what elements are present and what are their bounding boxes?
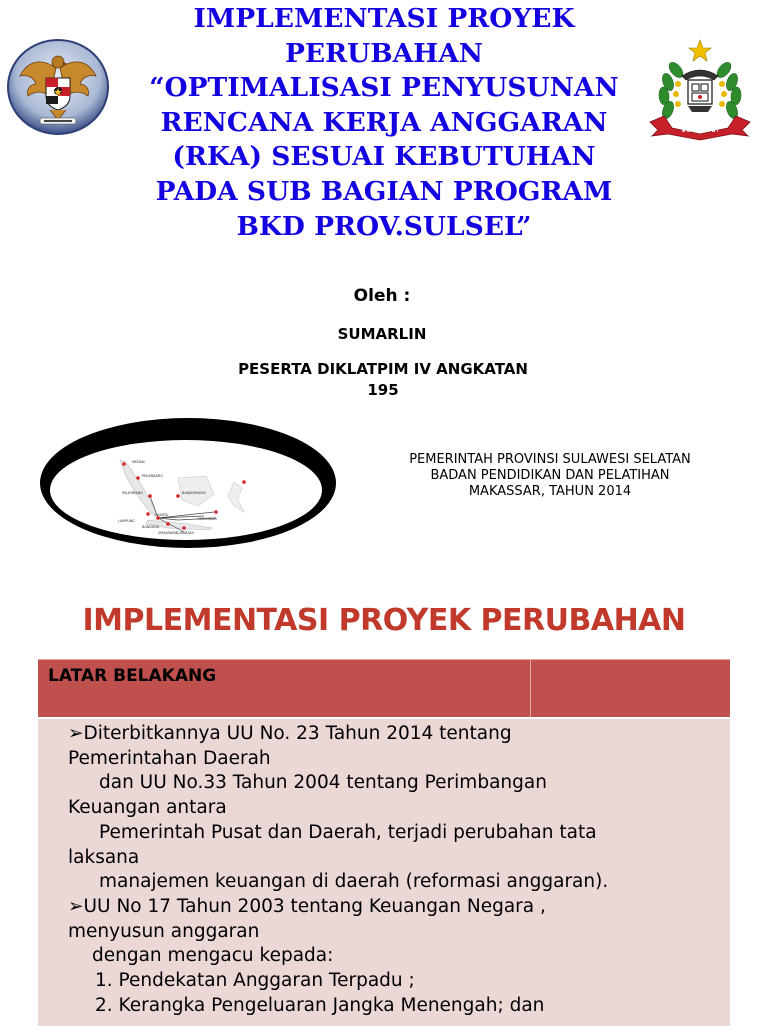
title-line: BKD PROV.SULSEL”: [236, 210, 532, 242]
body-line: dengan mengacu kepada:: [92, 945, 334, 967]
garuda-emblem-logo: [6, 38, 110, 136]
slide1-title: [120, 2, 648, 244]
map-label-bandung: BANDUNG: [142, 525, 160, 529]
body-line: manajemen keuangan di daerah (reformasi anggaran).: [99, 871, 609, 893]
map-label-lampung: LAMPUNG: [118, 519, 135, 523]
table-header-label: LATAR BELAKANG: [48, 666, 217, 686]
institution-block: [358, 452, 742, 500]
body-line: dan UU No.33 Tahun 2004 tentang Perimbangan: [99, 772, 547, 794]
title-line: IMPLEMENTASI PROYEK: [193, 3, 575, 34]
provincial-crest-logo: [648, 38, 752, 142]
institution-line: BADAN PENDIDIKAN DAN PELATIHAN: [430, 468, 670, 483]
oleh-label: Oleh :: [353, 286, 411, 306]
map-label-medan: MEDAN: [132, 460, 145, 464]
institution-line: PEMERINTAH PROVINSI SULAWESI SELATAN: [409, 452, 691, 467]
title-line: PADA SUB BAGIAN PROGRAM: [155, 175, 613, 207]
map-label-surabaya: SURABAYA: [176, 531, 194, 535]
author-name: SUMARLIN: [337, 325, 427, 343]
body-line: Pemerintahan Daerah: [68, 747, 271, 769]
map-label-makassar: MAKASSAR: [198, 517, 217, 521]
map-label-semarang: SEMARANG: [158, 531, 178, 535]
body-line: menyusun anggaran: [68, 920, 260, 942]
map-oval-image: [38, 416, 338, 550]
slide2-title: IMPLEMENTASI PROYEK PERUBAHAN: [82, 603, 686, 638]
body-line: 2. Kerangka Pengeluaran Jangka Menengah; dan: [95, 994, 545, 1016]
body-line: Keuangan antara: [68, 797, 227, 819]
title-line: RENCANA KERJA ANGGARAN: [160, 106, 608, 138]
participant-line: 195: [367, 381, 399, 399]
body-line: Pemerintah Pusat dan Daerah, terjadi perubahan tata: [99, 821, 597, 843]
body-line: ➢Diterbitkannya UU No. 23 Tahun 2014 tentang: [68, 723, 512, 744]
table-column-divider: [530, 660, 531, 718]
map-label-palembang: PALEMBANG: [122, 491, 143, 495]
body-line: laksana: [68, 846, 140, 868]
body-line: ➢UU No 17 Tahun 2003 tentang Keuangan Negara ,: [68, 895, 546, 917]
map-label-pekanbaru: PEKANBARU: [142, 474, 163, 478]
title-line: PERUBAHAN: [284, 37, 484, 69]
institution-line: MAKASSAR, TAHUN 2014: [468, 484, 632, 499]
background-text: [68, 722, 718, 1018]
body-line: 1. Pendekatan Anggaran Terpadu ;: [95, 970, 415, 992]
map-label-jakarta: JAKARTA: [154, 513, 168, 517]
participant-line: PESERTA DIKLATPIM IV ANGKATAN: [238, 360, 528, 378]
title-line: (RKA) SESUAI KEBUTUHAN: [172, 141, 596, 173]
map-label-banjarmasin: BANJARMASIN: [182, 491, 206, 495]
table-header-row: [38, 659, 730, 718]
participant-info: [180, 359, 586, 401]
title-line: “OPTIMALISASI PENYUSUNAN: [149, 72, 619, 104]
